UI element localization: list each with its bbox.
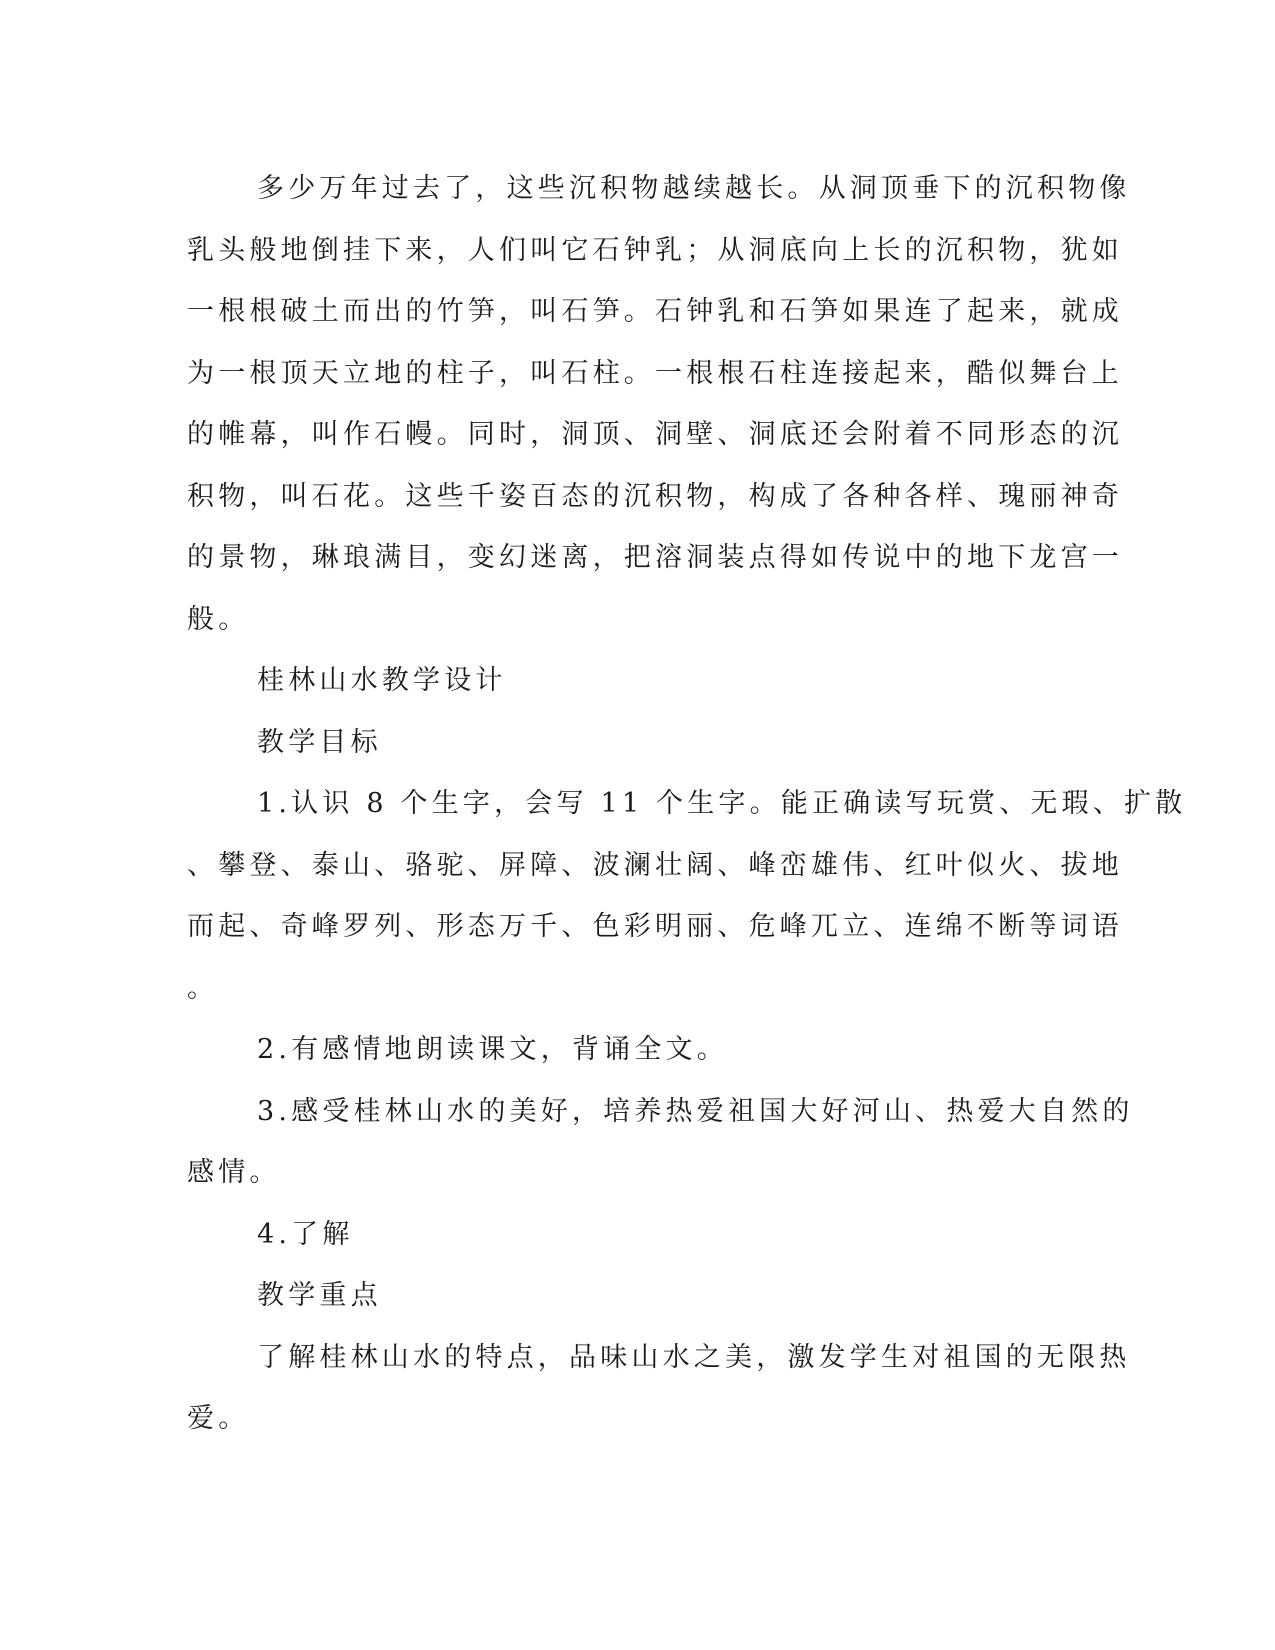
text-line: 的帷幕，叫作石幔。同时，洞顶、洞壁、洞底还会附着不同形态的沉 [187,419,1123,450]
objective-4 [187,1204,1067,1266]
text-line: 多少万年过去了，这些沉积物越续越长。从洞顶垂下的沉积物像 [257,173,1131,204]
objective-1 [187,773,1187,1019]
key-points [187,1327,1131,1450]
text-line: 2.有感情地朗读课文，背诵全文。 [257,1034,728,1065]
text-line: 的景物，琳琅满目，变幻迷离，把溶洞装点得如传说中的地下龙宫一 [187,542,1123,573]
text-line: 而起、奇峰罗列、形态万千、色彩明丽、危峰兀立、连绵不断等词语 [187,911,1123,942]
text-line: 乳头般地倒挂下来，人们叫它石钟乳；从洞底向上长的沉积物，犹如 [187,234,1123,266]
text-line: 。 [187,972,219,1004]
objectives-heading [187,712,1067,774]
text-line: 般。 [187,603,250,635]
key-points-heading [187,1265,1067,1327]
document-title [187,650,1067,712]
heading-text: 教学重点 [257,1280,382,1311]
text-line: 、攀登、泰山、骆驼、屏障、波澜壮阔、峰峦雄伟、红叶似火、拔地 [187,849,1123,881]
text-line: 一根根破土而出的竹笋，叫石笋。石钟乳和石笋如果连了起来，就成 [187,296,1123,327]
text-line: 爱。 [187,1403,250,1434]
text-line: 为一根顶天立地的柱子，叫石柱。一根根石柱连接起来，酷似舞台上 [187,357,1123,389]
text-line: 3.感受桂林山水的美好，培养热爱祖国大好河山、热爱大自然的 [257,1095,1134,1127]
objective-3 [187,1081,1134,1204]
text-line: 积物，叫石花。这些千姿百态的沉积物，构成了各种各样、瑰丽神奇 [187,480,1123,512]
text-line: 1.认识 8 个生字，会写 11 个生字。能正确读写玩赏、无瑕、扩散 [257,788,1187,819]
text-line: 4.了解 [257,1218,354,1250]
text-line: 了解桂林山水的特点，品味山水之美，激发学生对祖国的无限热 [257,1341,1131,1373]
heading-text: 教学目标 [257,726,382,758]
objective-2 [187,1019,1067,1081]
document-body [187,158,1187,1450]
title-text: 桂林山水教学设计 [257,665,507,696]
text-line: 感情。 [187,1157,281,1188]
paragraph-karst-cave [187,158,1131,650]
